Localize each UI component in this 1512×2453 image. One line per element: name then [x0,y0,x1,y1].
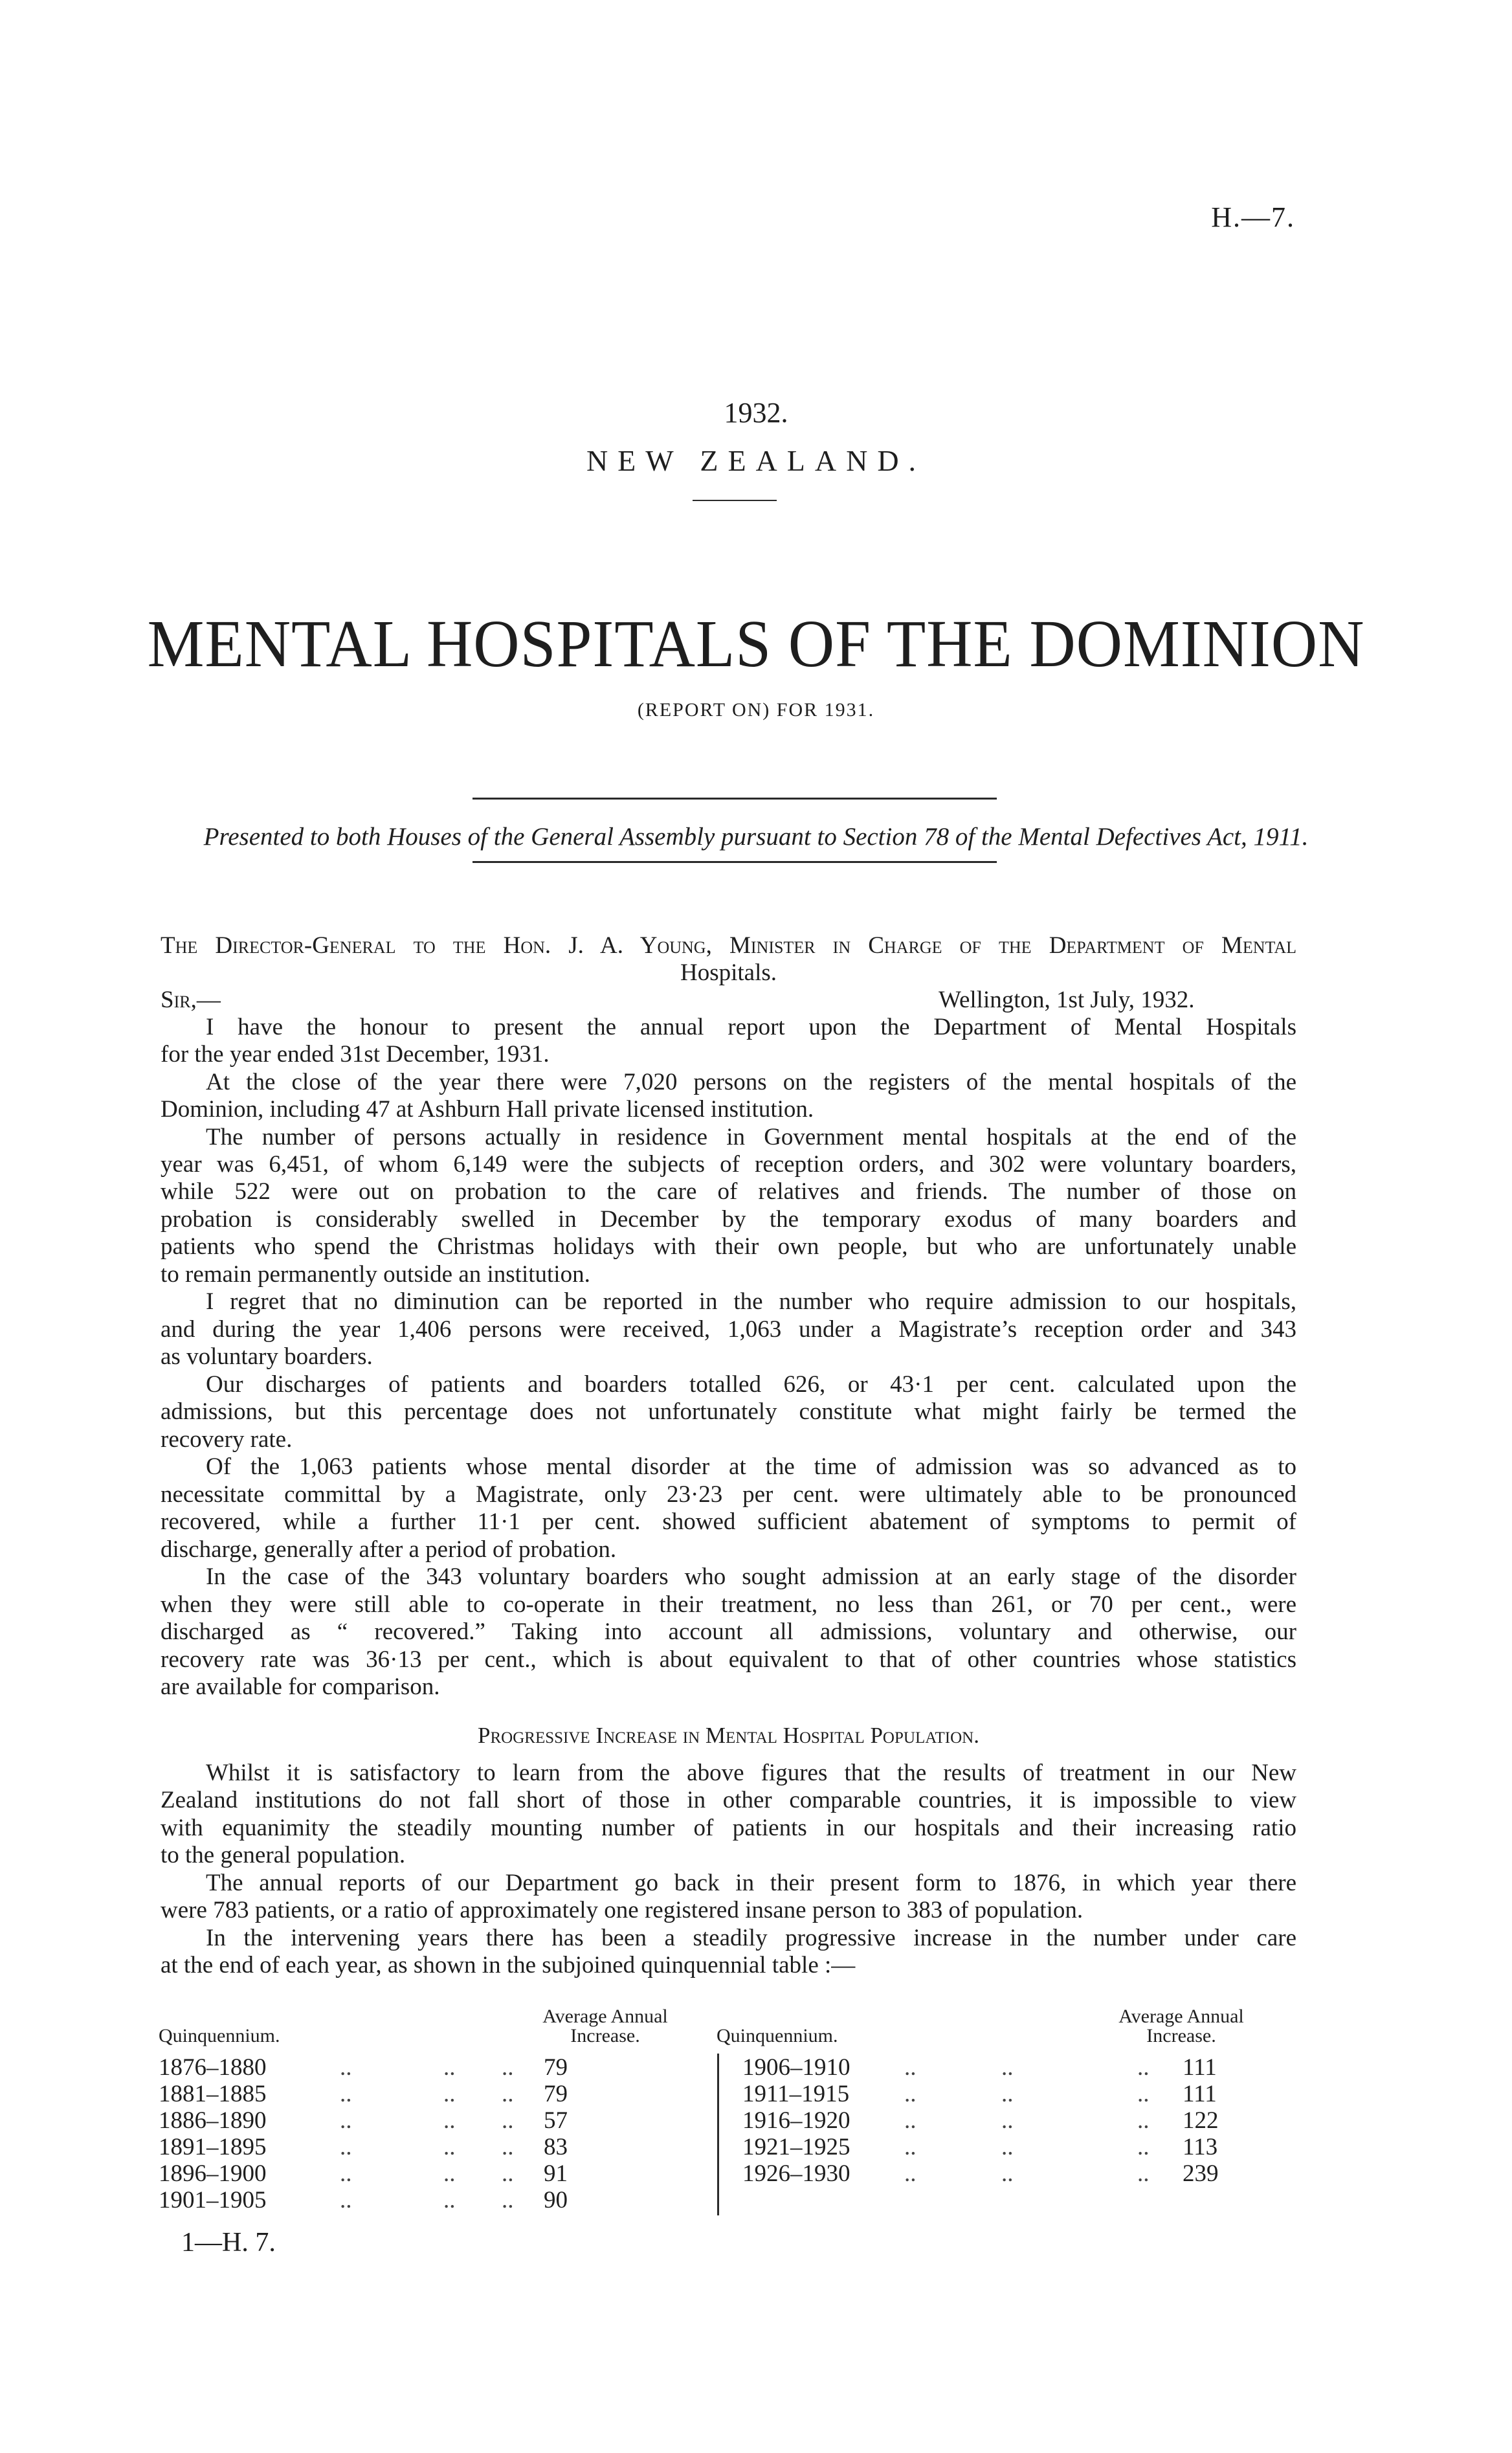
increase-cell: 79 [544,2054,568,2081]
table-row [742,2080,1293,2107]
paragraph-line: to remain permanently outside an institution. [161,1261,590,1288]
paragraph-line: The number of persons actually in residence in Government mental hospitals at the end of the [206,1124,1296,1150]
period-cell: 1891–1895 [159,2134,267,2160]
report-year: 1932. [724,397,788,429]
paragraph-line: as voluntary boarders. [161,1343,373,1370]
column-header-quinquennium: Quinquennium. [717,2025,838,2046]
leader-dots: .. [443,2054,456,2081]
leader-dots: .. [340,2054,352,2081]
paragraph-line: recovery rate was 36·13 per cent., which is about equivalent to that of other countries whose statistics [161,1646,1296,1673]
leader-dots: .. [904,2134,917,2160]
leader-dots: .. [443,2081,456,2107]
period-cell: 1911–1915 [742,2081,850,2107]
paragraph-line: were 783 patients, or a ratio of approximately one registered insane person to 383 of population. [161,1897,1084,1923]
leader-dots: .. [904,2054,917,2081]
quinquennium-table-left [159,2007,696,2214]
leader-dots: .. [1001,2081,1014,2107]
leader-dots: .. [502,2054,514,2081]
paragraph-line: are available for comparison. [161,1674,440,1700]
leader-dots: .. [1001,2134,1014,2160]
paragraph-line: I regret that no diminution can be reported in the number who require admission to our hospitals, [206,1288,1296,1315]
letter-addressee: The Director-General to the Hon. J. A. Young, Minister in Charge of the Department of Mental [161,932,1296,959]
paragraph-line: I have the honour to present the annual report upon the Department of Mental Hospitals [206,1014,1296,1040]
paragraph-line: Our discharges of patients and boarders totalled 626, or 43·1 per cent. calculated upon the [206,1371,1296,1398]
report-subtitle: (REPORT ON) FOR 1931. [637,699,875,721]
table-row [159,2054,696,2080]
paragraph-line: and during the year 1,406 persons were received, 1,063 under a Magistrate’s reception order and 343 [161,1316,1296,1343]
leader-dots: .. [340,2160,352,2187]
leader-dots: .. [904,2160,917,2187]
paragraph-line: with equanimity the steadily mounting number of patients in our hospitals and their increasing ratio [161,1815,1296,1841]
leader-dots: .. [904,2081,917,2107]
increase-cell: 111 [1183,2054,1217,2081]
leader-dots: .. [443,2107,456,2134]
leader-dots: .. [502,2187,514,2213]
paragraph-line: year was 6,451, of whom 6,149 were the subjects of reception orders, and 302 were voluntary boarders, [161,1151,1296,1178]
title-divider-top [472,798,997,800]
leader-dots: .. [1137,2134,1150,2160]
table-row [159,2107,696,2133]
letter-addressee-cont: Hospitals. [680,959,777,986]
period-cell: 1886–1890 [159,2107,267,2134]
leader-dots: .. [1001,2160,1014,2187]
paragraph-line: In the case of the 343 voluntary boarders who sought admission at an early stage of the disorder [206,1563,1296,1590]
column-header-increase-line1: Average Annual [1118,2006,1244,2027]
table-row [159,2186,696,2213]
paragraph-line: when they were still able to co-operate in their treatment, no less than 261, or 70 per cent., were [161,1591,1296,1618]
increase-cell: 113 [1183,2134,1218,2160]
table-row [742,2133,1293,2160]
leader-dots: .. [1001,2054,1014,2081]
short-divider [693,500,777,501]
increase-cell: 90 [544,2187,568,2213]
paragraph-line: recovery rate. [161,1426,293,1453]
table-row [159,2080,696,2107]
paragraph-line: Dominion, including 47 at Ashburn Hall private licensed institution. [161,1096,814,1123]
paragraph-line: In the intervening years there has been a steadily progressive increase in the number under care [206,1925,1296,1951]
period-cell: 1926–1930 [742,2160,850,2187]
paragraph-line: discharge, generally after a period of probation. [161,1536,617,1563]
leader-dots: .. [443,2160,456,2187]
period-cell: 1921–1925 [742,2134,850,2160]
increase-cell: 83 [544,2134,568,2160]
leader-dots: .. [502,2081,514,2107]
paragraph-line: for the year ended 31st December, 1931. [161,1041,550,1068]
paragraph-line: Whilst it is satisfactory to learn from the above figures that the results of treatment in our New [206,1760,1296,1786]
increase-cell: 111 [1183,2081,1217,2107]
increase-cell: 239 [1183,2160,1219,2187]
table-row [159,2160,696,2186]
period-cell: 1896–1900 [159,2160,267,2187]
title-divider-bottom [472,861,997,863]
country-heading: NEW ZEALAND. [586,444,926,477]
place-date: Wellington, 1st July, 1932. [939,987,1195,1013]
leader-dots: .. [1137,2160,1150,2187]
paragraph-line: necessitate committal by a Magistrate, only 23·23 per cent. were ultimately able to be pronounced [161,1481,1296,1508]
leader-dots: .. [340,2107,352,2134]
table-divider [717,2054,719,2215]
paragraph-line: The annual reports of our Department go back in their present form to 1876, in which year there [206,1870,1296,1896]
report-title: MENTAL HOSPITALS OF THE DOMINION [147,607,1365,681]
document-reference: H.—7. [1211,201,1295,233]
paragraph-line: at the end of each year, as shown in the subjoined quinquennial table :— [161,1952,856,1978]
column-header-increase [1084,2007,1278,2046]
paragraph-line: patients who spend the Christmas holidays with their own people, but who are unfortunately unable [161,1233,1296,1260]
paragraph-line: probation is considerably swelled in December by the temporary exodus of many boarders and [161,1206,1296,1233]
column-header-quinquennium: Quinquennium. [159,2025,280,2046]
leader-dots: .. [443,2134,456,2160]
paragraph-line: discharged as “ recovered.” Taking into account all admissions, voluntary and otherwise, our [161,1619,1296,1645]
column-header-increase [521,2007,689,2046]
salutation: Sir,— [161,987,221,1013]
leader-dots: .. [1137,2107,1150,2134]
leader-dots: .. [340,2187,352,2213]
period-cell: 1901–1905 [159,2187,267,2213]
paragraph-line: to the general population. [161,1842,406,1868]
leader-dots: .. [502,2160,514,2187]
page-signature: 1—H. 7. [181,2228,276,2257]
paragraph-line: At the close of the year there were 7,020 persons on the registers of the mental hospitals of the [206,1069,1296,1095]
table-row [742,2054,1293,2080]
paragraph-line: while 522 were out on probation to the care of relatives and friends. The number of those on [161,1178,1296,1205]
paragraph-line: Of the 1,063 patients whose mental disorder at the time of admission was so advanced as to [206,1453,1296,1480]
paragraph-line: admissions, but this percentage does not unfortunately constitute what might fairly be termed the [161,1398,1296,1425]
column-header-increase-line1: Average Annual [542,2006,668,2027]
table-row [159,2133,696,2160]
leader-dots: .. [340,2134,352,2160]
period-cell: 1906–1910 [742,2054,850,2081]
table-row [742,2107,1293,2133]
leader-dots: .. [502,2107,514,2134]
paragraph-line: Zealand institutions do not fall short of those in other comparable countries, it is impossible to view [161,1787,1296,1813]
column-header-increase-line2: Increase. [1146,2025,1216,2046]
increase-cell: 91 [544,2160,568,2187]
presentation-note: Presented to both Houses of the General Assembly pursuant to Section 78 of the Mental Defectives Act, 1911. [203,823,1309,851]
period-cell: 1876–1880 [159,2054,267,2081]
leader-dots: .. [1001,2107,1014,2134]
period-cell: 1916–1920 [742,2107,850,2134]
leader-dots: .. [443,2187,456,2213]
section-heading: Progressive Increase in Mental Hospital Population. [478,1723,979,1748]
increase-cell: 57 [544,2107,568,2134]
table-row [742,2160,1293,2186]
paragraph-line: recovered, while a further 11·1 per cent. showed sufficient abatement of symptoms to permit of [161,1508,1296,1535]
leader-dots: .. [1137,2081,1150,2107]
period-cell: 1881–1885 [159,2081,267,2107]
quinquennium-table-right [715,2007,1298,2214]
leader-dots: .. [340,2081,352,2107]
leader-dots: .. [904,2107,917,2134]
column-header-increase-line2: Increase. [570,2025,640,2046]
leader-dots: .. [1137,2054,1150,2081]
increase-cell: 122 [1183,2107,1219,2134]
increase-cell: 79 [544,2081,568,2107]
leader-dots: .. [502,2134,514,2160]
